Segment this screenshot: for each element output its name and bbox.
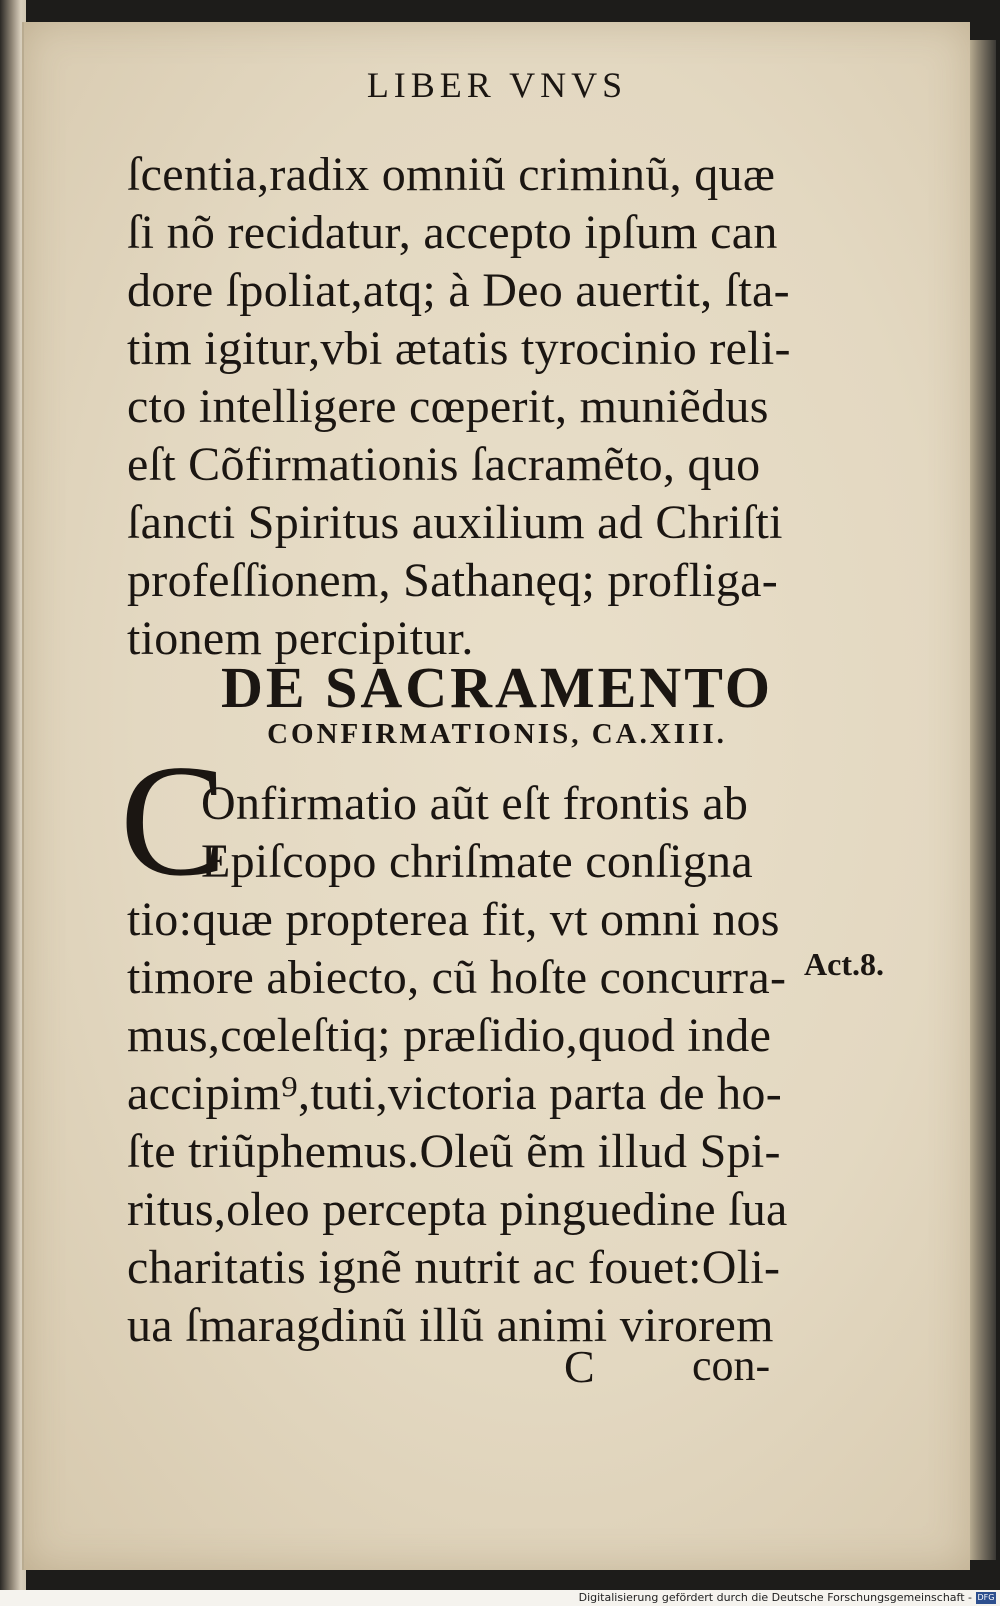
running-head: LIBER VNVS [366, 65, 628, 105]
text-line: ſi nõ recidatur, accepto ipſum can [127, 206, 778, 259]
text-line: tio:quæ propterea fit, vt omni nos [127, 893, 780, 946]
chapter-subheading: CONFIRMATIONIS, CA.XIII. [267, 718, 727, 750]
digitization-footer [0, 1590, 1000, 1606]
chapter-heading: DE SACRAMENTO [221, 655, 773, 720]
book-page [22, 22, 970, 1570]
text-line: accipim⁹,tuti,victoria parta de ho- [127, 1067, 782, 1120]
text-line: ſancti Spiritus auxilium ad Chriſti [127, 496, 783, 549]
text-line: timore abiecto, cũ hoſte concurra- [127, 951, 787, 1004]
text-line: dore ſpoliat,atq; à Deo auertit, ſta- [127, 264, 790, 317]
text-line: charitatis ignẽ nutrit ac fouet:Oli- [127, 1241, 781, 1294]
text-line: cto intelligere cœperit, muniẽdus [127, 380, 769, 433]
text-line: tionem percipitur. [127, 612, 474, 665]
text-line: ſcentia,radix omniũ criminũ, quæ [127, 148, 776, 201]
page-fore-edge [966, 40, 996, 1560]
text-line: profeſſionem, Sathanęq; profliga- [127, 554, 779, 607]
page-text [24, 22, 970, 1570]
catchword: con- [692, 1341, 771, 1390]
text-line: Onfirmatio aũt eſt frontis ab [201, 777, 749, 830]
text-line: eſt Cõfirmationis ſacramẽto, quo [127, 438, 761, 491]
text-line: ua ſmaragdinũ illũ animi virorem [127, 1299, 774, 1352]
text-line: ſte triũphemus.Oleũ ẽm illud Spi- [127, 1125, 781, 1178]
marginal-note: Act.8. [804, 946, 884, 982]
drop-cap: C [120, 731, 227, 909]
text-line: tim igitur,vbi ætatis tyrocinio reli- [127, 322, 791, 375]
text-line: mus,cœleſtiq; præſidio,quod inde [127, 1009, 772, 1062]
dfg-logo-icon: DFG [977, 1593, 995, 1602]
footer-credit: Digitalisierung gefördert durch die Deutsche Forschungsgemeinschaft - [578, 1591, 972, 1604]
signature-mark: C [564, 1341, 595, 1392]
text-line: Epiſcopo chriſmate conſigna [201, 835, 753, 888]
text-line: ritus,oleo percepta pinguedine ſua [127, 1183, 788, 1236]
